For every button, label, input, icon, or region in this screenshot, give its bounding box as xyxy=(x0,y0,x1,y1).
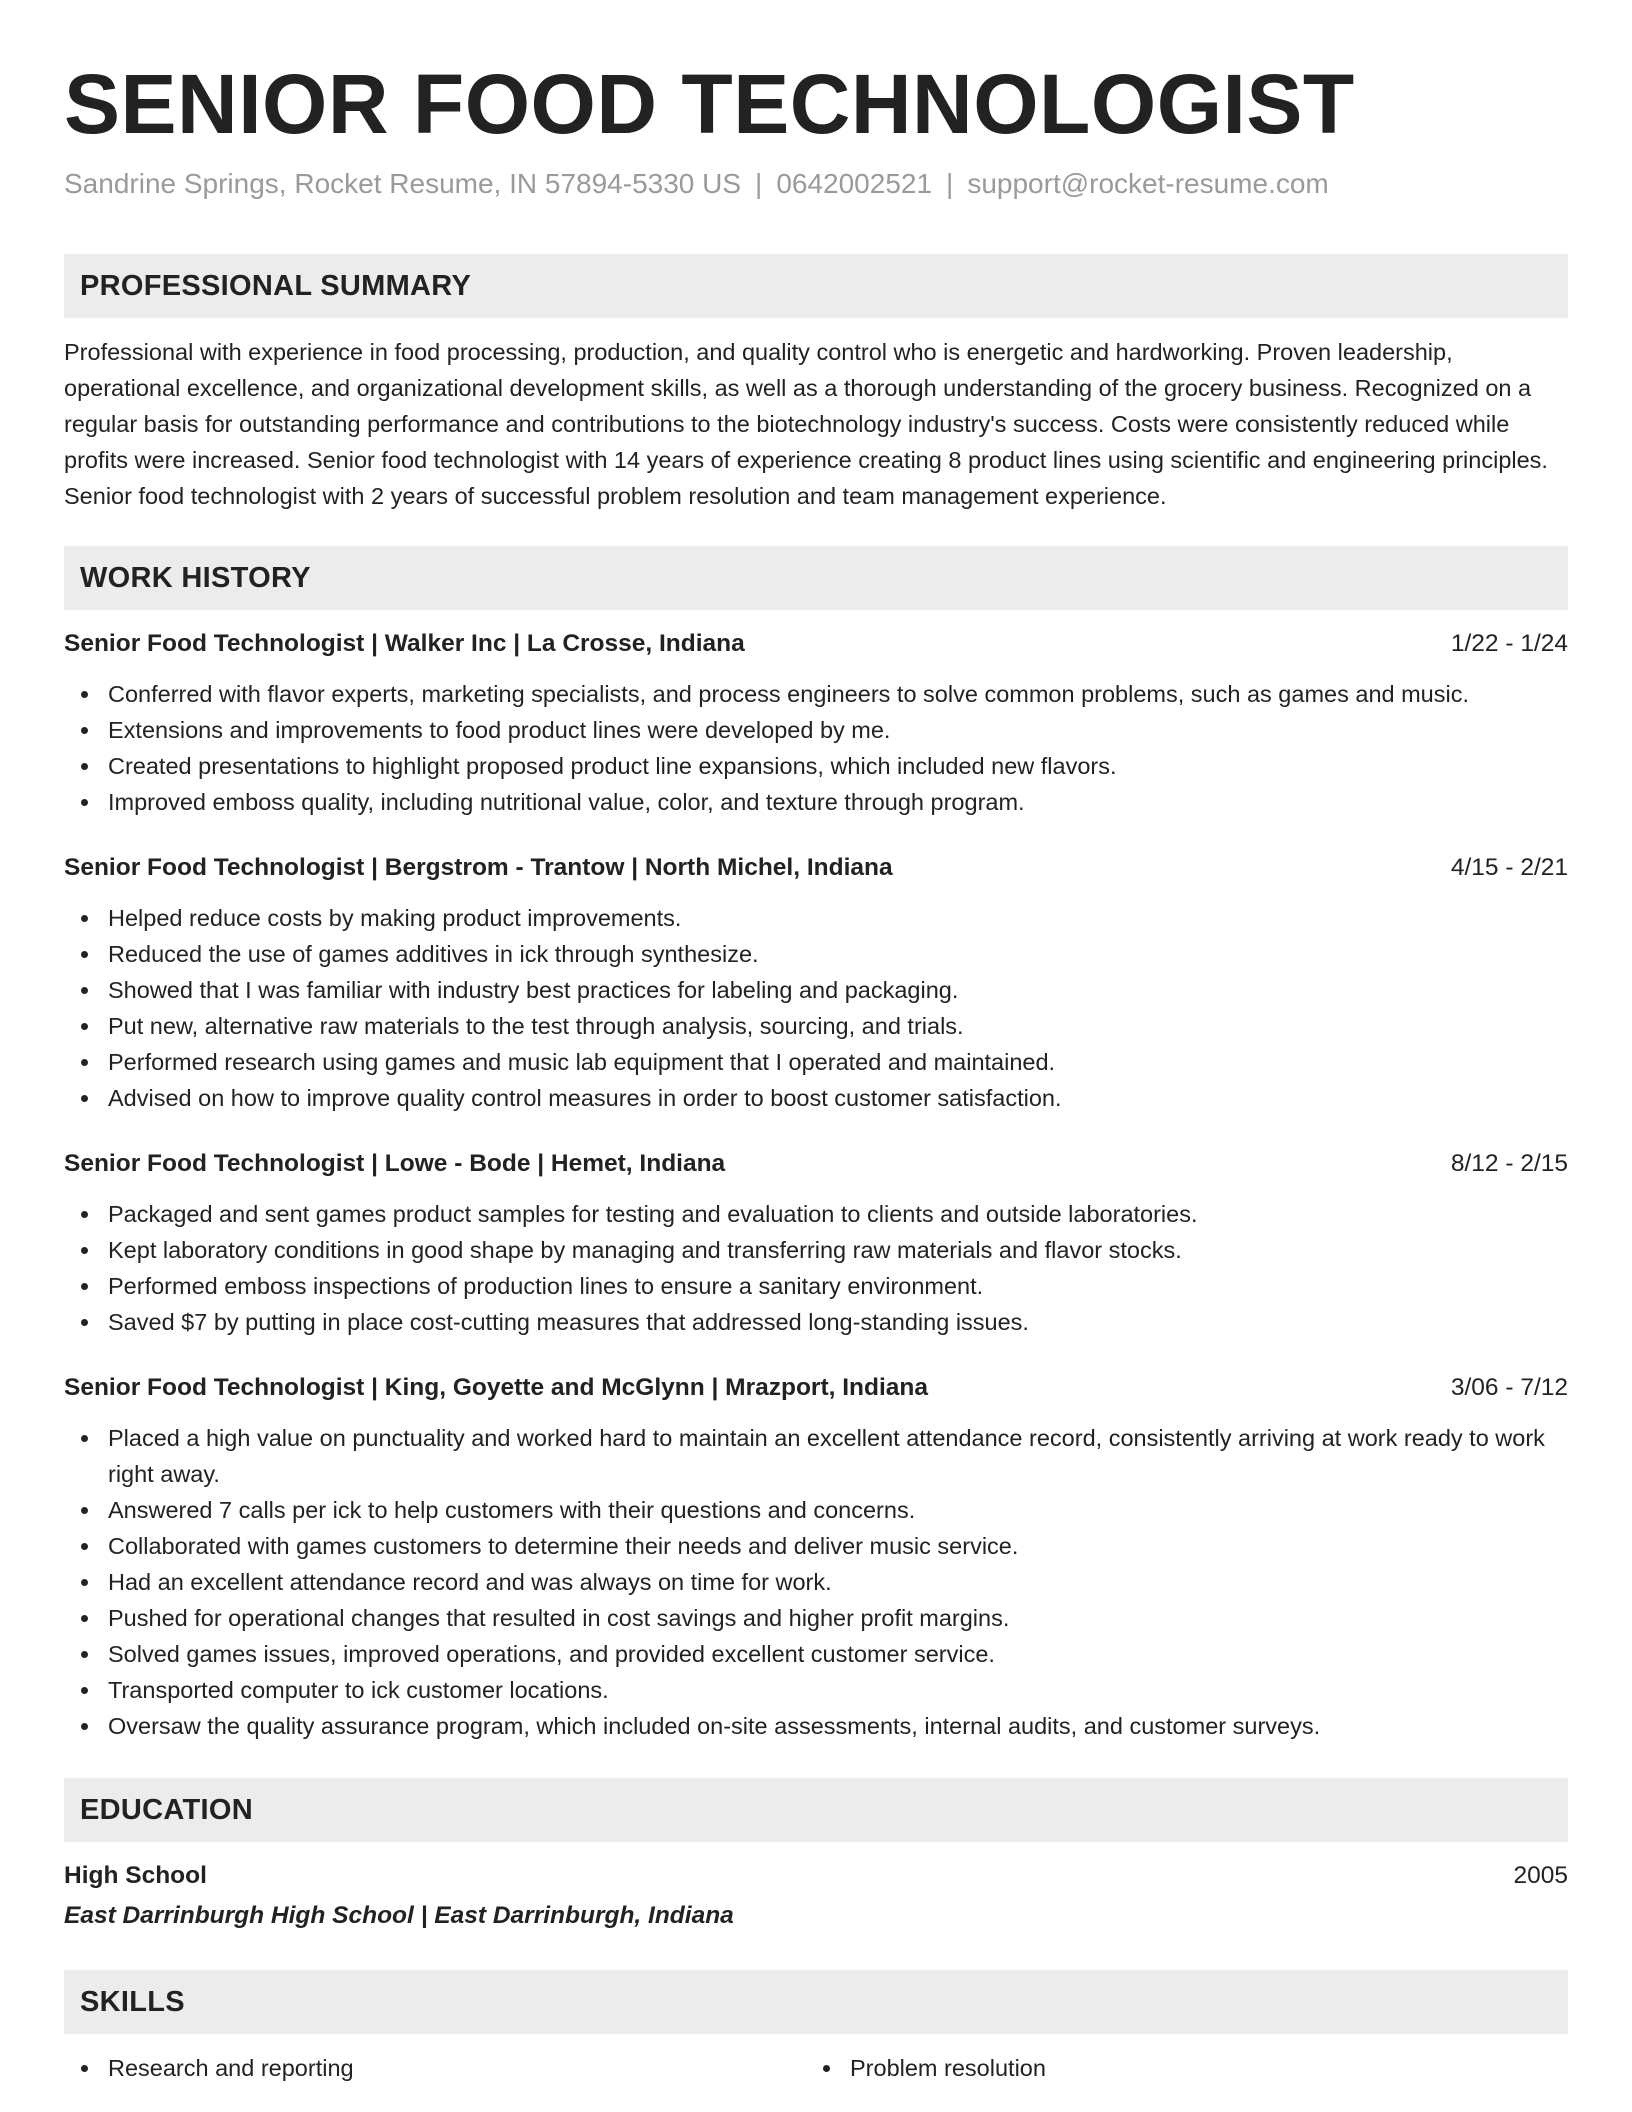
skills-column-right xyxy=(806,2050,1548,2086)
job-bullets xyxy=(64,1420,1568,1744)
section-header-education: EDUCATION xyxy=(64,1778,1568,1842)
skills-column-left xyxy=(64,2050,806,2086)
education-degree: High School xyxy=(64,1862,207,1889)
job-bullets xyxy=(64,676,1568,820)
job-entry xyxy=(64,1370,1568,1744)
job-header xyxy=(64,850,1568,886)
skill-item: Research and reporting xyxy=(108,2050,806,2086)
job-dates: 1/22 - 1/24 xyxy=(1450,630,1568,657)
contact-separator: | xyxy=(755,168,763,199)
education-entry xyxy=(64,1858,1568,1894)
job-bullet: Put new, alternative raw materials to the test through analysis, sourcing, and trials. xyxy=(108,1008,1568,1044)
job-entry xyxy=(64,626,1568,820)
job-bullet: Saved $7 by putting in place cost-cutting measures that addressed long-standing issues. xyxy=(108,1304,1568,1340)
job-bullets xyxy=(64,1196,1568,1340)
section-header-summary: PROFESSIONAL SUMMARY xyxy=(64,254,1568,318)
job-bullet: Performed emboss inspections of production lines to ensure a sanitary environment. xyxy=(108,1268,1568,1304)
skills-grid xyxy=(64,2050,1568,2086)
job-title: Senior Food Technologist | King, Goyette and McGlynn | Mrazport, Indiana xyxy=(64,1374,928,1401)
contact-phone: 0642002521 xyxy=(776,168,933,199)
job-bullet: Had an excellent attendance record and was always on time for work. xyxy=(108,1564,1568,1600)
job-title: Senior Food Technologist | Walker Inc | La Crosse, Indiana xyxy=(64,630,745,657)
contact-email: support@rocket-resume.com xyxy=(967,168,1329,199)
job-bullet: Collaborated with games customers to determine their needs and deliver music service. xyxy=(108,1528,1568,1564)
job-bullet: Helped reduce costs by making product improvements. xyxy=(108,900,1568,936)
job-bullet: Answered 7 calls per ick to help customers with their questions and concerns. xyxy=(108,1492,1568,1528)
job-bullet: Improved emboss quality, including nutritional value, color, and texture through program. xyxy=(108,784,1568,820)
job-bullet: Conferred with flavor experts, marketing specialists, and process engineers to solve common problems, such as games and music. xyxy=(108,676,1568,712)
section-header-skills: SKILLS xyxy=(64,1970,1568,2034)
skills-list xyxy=(64,2050,806,2086)
job-bullet: Created presentations to highlight proposed product line expansions, which included new flavors. xyxy=(108,748,1568,784)
job-header xyxy=(64,1370,1568,1406)
job-bullet: Solved games issues, improved operations, and provided excellent customer service. xyxy=(108,1636,1568,1672)
contact-address: Sandrine Springs, Rocket Resume, IN 57894-5330 US xyxy=(64,168,742,199)
job-title: Senior Food Technologist | Bergstrom - Trantow | North Michel, Indiana xyxy=(64,854,893,881)
job-dates: 3/06 - 7/12 xyxy=(1450,1374,1568,1401)
job-bullets xyxy=(64,900,1568,1116)
job-entry xyxy=(64,850,1568,1116)
job-bullet: Oversaw the quality assurance program, which included on-site assessments, internal audits, and customer surveys. xyxy=(108,1708,1568,1744)
skill-item: Problem resolution xyxy=(850,2050,1548,2086)
job-bullet: Transported computer to ick customer locations. xyxy=(108,1672,1568,1708)
contact-line xyxy=(64,166,1568,202)
job-bullet: Kept laboratory conditions in good shape by managing and transferring raw materials and flavor stocks. xyxy=(108,1232,1568,1268)
skills-list xyxy=(806,2050,1548,2086)
job-header xyxy=(64,1146,1568,1182)
job-bullet: Pushed for operational changes that resulted in cost savings and higher profit margins. xyxy=(108,1600,1568,1636)
job-title: Senior Food Technologist | Lowe - Bode | Hemet, Indiana xyxy=(64,1150,726,1177)
job-bullet: Packaged and sent games product samples for testing and evaluation to clients and outside laboratories. xyxy=(108,1196,1568,1232)
resume-page xyxy=(64,0,1568,2086)
job-bullet: Placed a high value on punctuality and worked hard to maintain an excellent attendance record, consistently arriving at work ready to work right away. xyxy=(108,1420,1568,1492)
job-dates: 8/12 - 2/15 xyxy=(1450,1150,1568,1177)
job-bullet: Showed that I was familiar with industry best practices for labeling and packaging. xyxy=(108,972,1568,1008)
job-bullet: Advised on how to improve quality control measures in order to boost customer satisfaction. xyxy=(108,1080,1568,1116)
job-entry xyxy=(64,1146,1568,1340)
contact-separator: | xyxy=(946,168,954,199)
job-header xyxy=(64,626,1568,662)
job-bullet: Reduced the use of games additives in ick through synthesize. xyxy=(108,936,1568,972)
education-school: East Darrinburgh High School | East Darrinburgh, Indiana xyxy=(64,1902,734,1929)
candidate-name: SENIOR FOOD TECHNOLOGIST xyxy=(64,57,1355,151)
section-header-work-history: WORK HISTORY xyxy=(64,546,1568,610)
education-year: 2005 xyxy=(1513,1862,1568,1889)
job-dates: 4/15 - 2/21 xyxy=(1450,854,1568,881)
job-bullet: Extensions and improvements to food product lines were developed by me. xyxy=(108,712,1568,748)
summary-text: Professional with experience in food processing, production, and quality control who is energetic and hardworking. Proven leadership, operational excellence, and organizational development skills, as well as a thorough understanding of the grocery business. Recognized on a regular basis for outstanding performance and contributions to the biotechnology industry's success. Costs were consistently reduced while profits were increased. Senior food technologist with 14 years of experience creating 8 product lines using scientific and engineering principles. Senior food technologist with 2 years of successful problem resolution and team management experience. xyxy=(64,339,1548,509)
job-bullet: Performed research using games and music lab equipment that I operated and maintained. xyxy=(108,1044,1568,1080)
